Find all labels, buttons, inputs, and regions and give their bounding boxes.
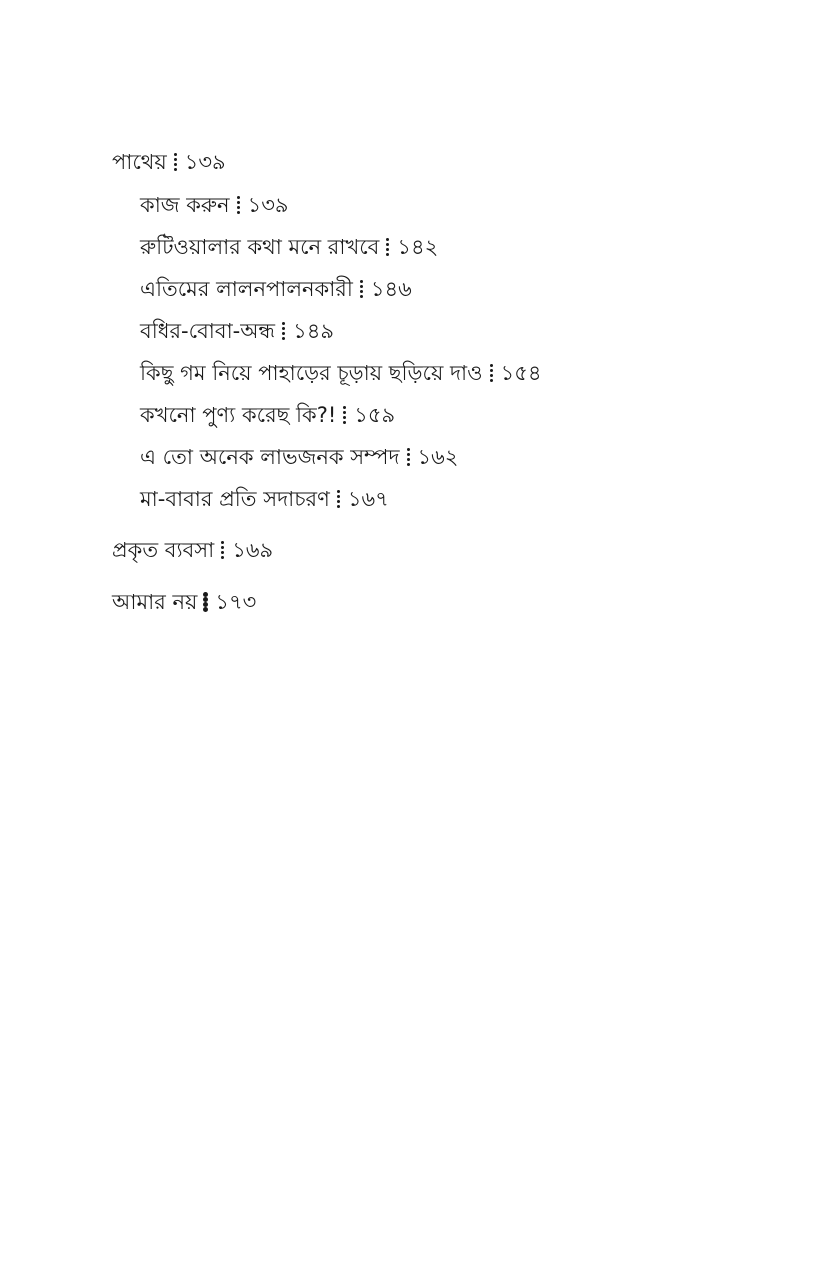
toc-entry-title: প্রকৃত ব্যবসা: [112, 538, 215, 562]
toc-entry-title: পাথেয়: [112, 150, 167, 174]
toc-entry-title: এতিমের লালনপালনকারী: [140, 277, 353, 301]
dotted-separator-icon: [282, 321, 286, 341]
toc-entry-subsection: [112, 394, 772, 436]
toc-entry-page: ১৬৯: [232, 538, 274, 562]
toc-entry-title: কিছু গম নিয়ে পাহাড়ের চূড়ায় ছড়িয়ে দাও: [140, 361, 483, 385]
table-of-contents: [112, 140, 772, 624]
dotted-separator-icon: [204, 592, 208, 612]
toc-entry-title: বধির-বোবা-অন্ধ: [140, 319, 276, 343]
dotted-separator-icon: [360, 279, 364, 299]
dotted-separator-icon: [237, 195, 241, 215]
dotted-separator-icon: [343, 405, 347, 425]
toc-entry-subsection: [112, 184, 772, 226]
toc-entry-page: ১৩৯: [247, 193, 289, 217]
dotted-separator-icon: [386, 237, 390, 257]
toc-entry-page: ১৫৯: [354, 403, 396, 427]
dotted-separator-icon: [221, 540, 225, 560]
toc-entry-subsection: [112, 226, 772, 268]
toc-entry-page: ১৭৩: [215, 590, 257, 614]
toc-entry-title: কাজ করুন: [140, 193, 230, 217]
toc-entry-page: ১৬৭: [347, 487, 389, 511]
toc-entry-subsection: [112, 268, 772, 310]
toc-entry-section: [112, 580, 772, 624]
toc-entry-title: মা-বাবার প্রতি সদাচরণ: [140, 487, 330, 511]
toc-entry-title: রুটিওয়ালার কথা মনে রাখবে: [140, 235, 380, 259]
dotted-separator-icon: [337, 489, 341, 509]
toc-entry-page: ১৪৯: [293, 319, 334, 343]
toc-entry-page: ১৪২: [397, 235, 439, 259]
toc-entry-subsection: [112, 436, 772, 478]
toc-entry-title: এ তো অনেক লাভজনক সম্পদ: [140, 445, 400, 469]
toc-entry-subsection: [112, 478, 772, 520]
toc-entry-section: [112, 140, 772, 184]
toc-entry-section: [112, 528, 772, 572]
toc-entry-title: কখনো পুণ্য করেছ কি?!: [140, 403, 337, 427]
toc-entry-title: আমার নয়: [112, 590, 198, 614]
dotted-separator-icon: [407, 447, 411, 467]
toc-entry-subsection: [112, 352, 772, 394]
dotted-separator-icon: [490, 363, 494, 383]
toc-entry-page: ১৩৯: [184, 150, 226, 174]
toc-entry-page: ১৬২: [417, 445, 459, 469]
toc-entry-page: ১৫৪: [500, 361, 542, 385]
toc-entry-page: ১৪৬: [370, 277, 412, 301]
toc-entry-subsection: [112, 310, 772, 352]
dotted-separator-icon: [174, 152, 178, 172]
